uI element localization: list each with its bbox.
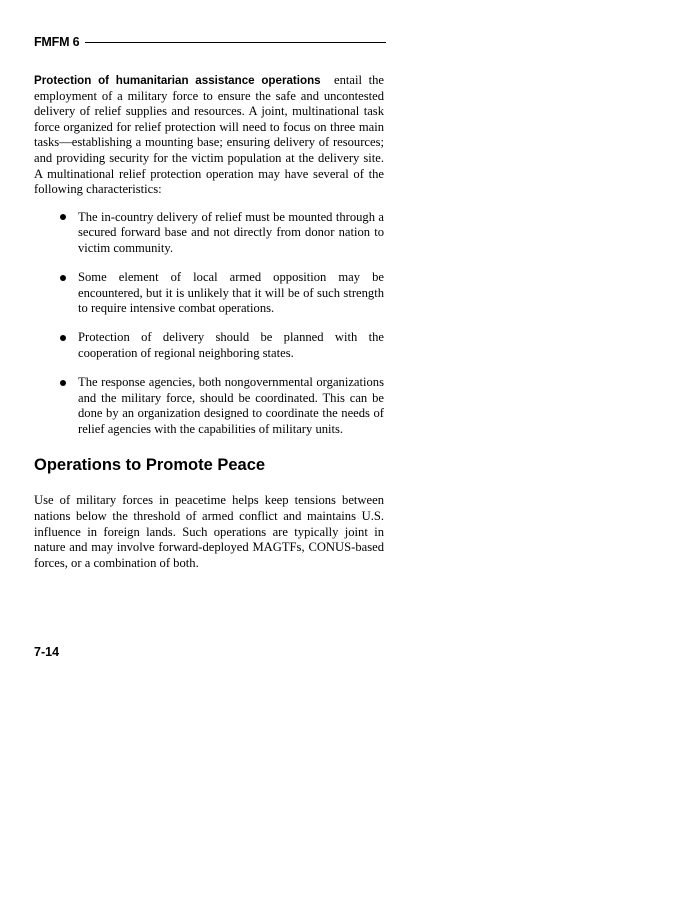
list-item [34, 375, 384, 437]
list-item-text: The in-country delivery of relief must be mounted through a secured forward base and not directly from donor nation to victim community. [78, 209, 384, 255]
section-heading: Operations to Promote Peace [34, 456, 266, 475]
list-item-text: Some element of local armed opposition may be encountered, but it is unlikely that it will be of such strength to require intensive combat operations. [78, 270, 384, 316]
characteristics-list [34, 210, 384, 438]
bullet-icon [60, 275, 66, 281]
intro-text: entail the employment of a military force to ensure the safe and uncontested delivery of relief supplies and resources. A joint, multinational task force organized for relief protection will need to focus on three main tasks—establishing a mounting base; ensuring delivery of resources; and providing security for the victim population at the delivery site. A multinational relief protection operation may have several of the following characteristics: [34, 73, 385, 197]
bullet-icon [60, 335, 66, 341]
run-in-heading: Protection of humanitarian assistance operations [34, 74, 321, 87]
list-item [34, 270, 384, 317]
running-head-label: FMFM 6 [34, 35, 80, 49]
list-item [34, 210, 384, 257]
page-number: 7-14 [34, 645, 60, 659]
bullet-icon [60, 214, 66, 220]
section-paragraph: Use of military forces in peacetime helps keep tensions between nations below the threshold of armed conflict and maintains U.S. influence in foreign lands. Such operations are typically joint in nature and may involve forward-deployed MAGTFs, CONUS-based forces, or a combination of both. [34, 493, 384, 570]
intro-paragraph [34, 73, 384, 198]
list-item-text: Protection of delivery should be planned with the cooperation of regional neighboring states. [78, 330, 384, 360]
header-rule [85, 42, 386, 43]
body-text [34, 73, 384, 571]
list-item-text: The response agencies, both nongovernmental organizations and the military force, should be coordinated. This can be done by an organization designed to coordinate the needs of relief agencies with the capabilities of military units. [78, 375, 384, 436]
list-item [34, 330, 384, 361]
bullet-icon [60, 380, 66, 386]
running-head [34, 35, 386, 49]
